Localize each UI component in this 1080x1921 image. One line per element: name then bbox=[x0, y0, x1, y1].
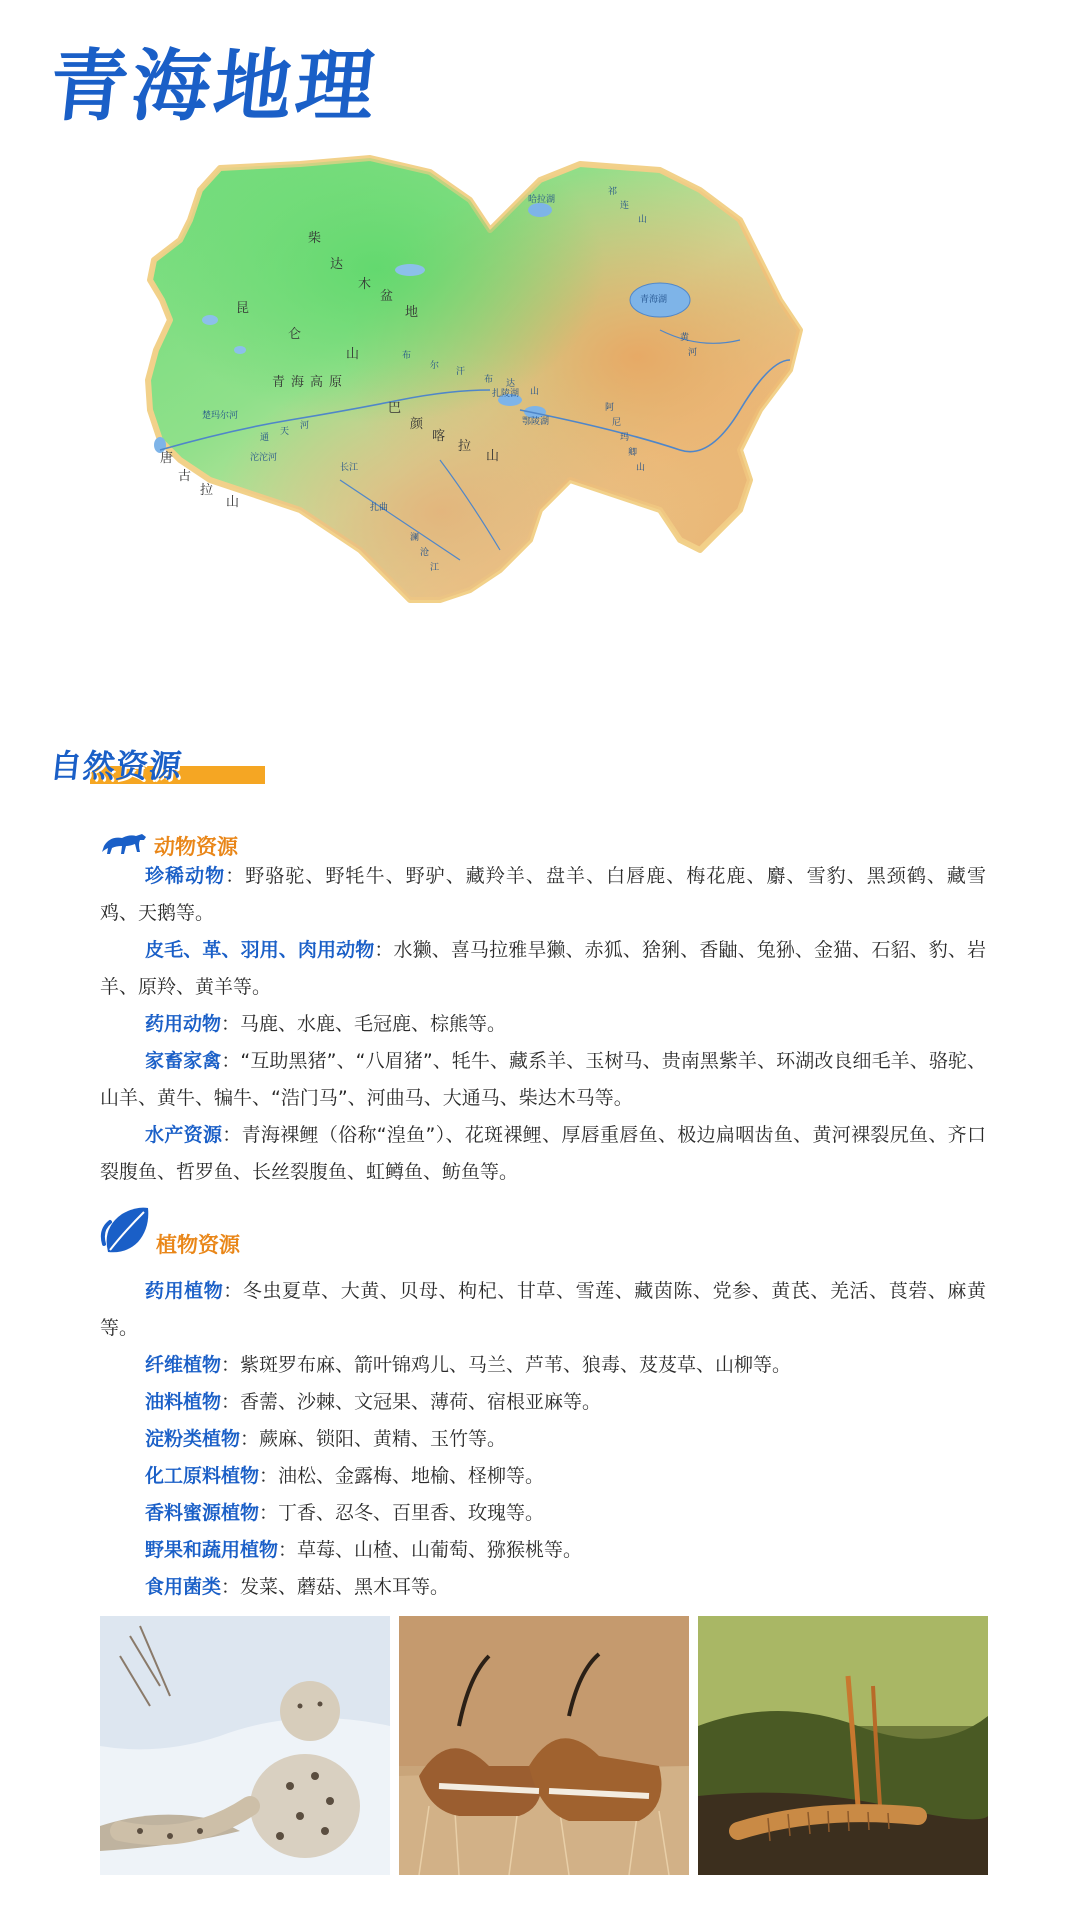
animal-text: ：水獭、喜马拉雅旱獭、赤狐、猞猁、香鼬、兔狲、金猫、石貂、豹、岩羊、原羚、黄羊等。 bbox=[100, 939, 986, 998]
antelope-photo bbox=[399, 1616, 689, 1875]
map-label-qinghai-lake: 青海湖 bbox=[640, 295, 668, 305]
plant-text: ：紫斑罗布麻、箭叶锦鸡儿、马兰、芦苇、狼毒、芨芨草、山柳等。 bbox=[221, 1354, 792, 1376]
map-label-qaidam-5: 地 bbox=[405, 305, 419, 320]
snow-leopard-photo bbox=[100, 1616, 390, 1875]
map-label-tt-1: 通 bbox=[260, 433, 270, 443]
plant-paragraph bbox=[100, 1495, 986, 1532]
map-label-small-6: 长江 bbox=[340, 463, 359, 473]
animal-paragraph bbox=[100, 932, 986, 1006]
animal-term: 家畜家禽 bbox=[145, 1050, 222, 1072]
animal-term: 珍稀动物 bbox=[145, 865, 226, 887]
plant-text: ：蕨麻、锁阳、黄精、玉竹等。 bbox=[240, 1428, 507, 1450]
section-header bbox=[50, 744, 220, 788]
map-label-kunlun-3: 山 bbox=[346, 347, 360, 362]
plant-paragraph bbox=[100, 1458, 986, 1495]
animal-resources-title: 动物资源 bbox=[154, 835, 238, 859]
map-label-ql-1: 祁 bbox=[608, 187, 618, 197]
plant-text: ：香薷、沙棘、文冠果、薄荷、宿根亚麻等。 bbox=[221, 1391, 602, 1413]
map-label-tg-4: 山 bbox=[226, 495, 240, 510]
animal-paragraph bbox=[100, 1117, 986, 1191]
plant-resources-content bbox=[100, 1273, 986, 1606]
animal-text: ：马鹿、水鹿、毛冠鹿、棕熊等。 bbox=[221, 1013, 507, 1035]
map-label-bh-4: 布 bbox=[484, 375, 494, 385]
map-label-qaidam-2: 达 bbox=[330, 257, 344, 272]
map-label-by-1: 巴 bbox=[388, 401, 402, 416]
map-label-small-7: 扎曲 bbox=[370, 503, 389, 513]
animal-text: ：野骆驼、野牦牛、野驴、藏羚羊、盘羊、白唇鹿、梅花鹿、麝、雪豹、黑颈鹤、藏雪 鸡、天鹅等。 bbox=[100, 865, 1024, 924]
plant-resources-title: 植物资源 bbox=[156, 1233, 240, 1257]
map-graphic bbox=[140, 150, 940, 730]
map-label-lc-1: 澜 bbox=[410, 533, 420, 543]
plant-text: ：冬虫夏草、大黄、贝母、枸杞、甘草、雪莲、藏茵陈、党参、黄芪、羌活、莨菪、麻黄等。 bbox=[100, 1280, 986, 1339]
animal-term: 皮毛、革、羽用、肉用动物 bbox=[145, 939, 375, 961]
map-label-ql-2: 连 bbox=[620, 201, 630, 211]
map-label-plateau: 青海高原 bbox=[272, 375, 349, 390]
plant-text: ：丁香、忍冬、百里香、玫瑰等。 bbox=[259, 1502, 545, 1524]
map-label-tg-1: 唐 bbox=[160, 451, 174, 466]
plant-term: 化工原料植物 bbox=[145, 1465, 260, 1487]
animal-term: 药用动物 bbox=[145, 1013, 222, 1035]
map-label-ql-3: 山 bbox=[638, 215, 648, 225]
map-label-by-3: 喀 bbox=[432, 429, 446, 444]
page-title: 青海地理 bbox=[45, 42, 383, 132]
map-label-kunlun-2: 仑 bbox=[288, 327, 302, 342]
map-label-qaidam-1: 柴 bbox=[308, 231, 322, 246]
map-label-amne-3: 玛 bbox=[620, 433, 630, 443]
map-label-bh-1: 布 bbox=[402, 351, 412, 361]
map-label-small-5: 沱沱河 bbox=[250, 453, 278, 463]
plant-resources-header bbox=[100, 1216, 240, 1260]
map-label-qaidam-4: 盆 bbox=[380, 289, 394, 304]
plant-term: 纤维植物 bbox=[145, 1354, 222, 1376]
plant-term: 食用菌类 bbox=[145, 1576, 222, 1598]
cordyceps-photo bbox=[698, 1616, 988, 1875]
map-label-lc-2: 沧 bbox=[420, 548, 430, 558]
plant-text: ：发菜、蘑菇、黑木耳等。 bbox=[221, 1576, 450, 1598]
map-label-amne-1: 阿 bbox=[605, 403, 615, 413]
leopard-icon bbox=[100, 828, 150, 862]
plant-text: ：草莓、山楂、山葡萄、猕猴桃等。 bbox=[278, 1539, 583, 1561]
animal-resources-header bbox=[100, 818, 238, 862]
map-label-tt-2: 天 bbox=[280, 427, 290, 437]
plant-term: 药用植物 bbox=[145, 1280, 224, 1302]
map-label-kunlun-1: 昆 bbox=[236, 301, 250, 316]
plant-term: 香料蜜源植物 bbox=[145, 1502, 260, 1524]
plant-paragraph bbox=[100, 1384, 986, 1421]
plant-paragraph bbox=[100, 1273, 986, 1347]
map-label-lc-3: 江 bbox=[430, 563, 440, 573]
animal-resources-content bbox=[100, 858, 1024, 1191]
map-label-tg-2: 古 bbox=[178, 469, 192, 484]
map-label-small-3: 鄂陵湖 bbox=[522, 417, 550, 427]
map-label-qaidam-3: 木 bbox=[358, 277, 372, 292]
map-label-amne-4: 卿 bbox=[628, 448, 638, 458]
map-label-tt-3: 河 bbox=[300, 421, 310, 431]
map-label-yellow-2: 河 bbox=[688, 348, 698, 358]
map-label-bh-2: 尔 bbox=[430, 361, 440, 371]
plant-term: 油料植物 bbox=[145, 1391, 222, 1413]
plant-term: 野果和蔬用植物 bbox=[145, 1539, 279, 1561]
map-label-by-5: 山 bbox=[486, 449, 500, 464]
section-title: 自然资源 bbox=[48, 747, 185, 785]
animal-text: ：“互助黑猪”、“八眉猪”、牦牛、藏系羊、玉树马、贵南黑紫羊、环湖改良细毛羊、骆驼、山羊、黄牛、犏牛、“浩门马”、河曲马、大通马、柴达木马等。 bbox=[100, 1050, 986, 1109]
animal-paragraph bbox=[100, 858, 1024, 932]
photo-strip bbox=[100, 1616, 988, 1875]
map-label-small-1: 哈拉湖 bbox=[528, 195, 556, 205]
map-label-yellow-1: 黄 bbox=[680, 333, 690, 343]
map-label-by-2: 颜 bbox=[410, 417, 424, 432]
plant-paragraph bbox=[100, 1347, 986, 1384]
map-label-amne-5: 山 bbox=[636, 463, 646, 473]
map-label-bh-3: 汗 bbox=[456, 367, 466, 377]
qinghai-relief-map bbox=[140, 150, 940, 730]
leaf-icon bbox=[100, 1204, 152, 1260]
map-label-tg-3: 拉 bbox=[200, 483, 214, 498]
map-label-bh-6: 山 bbox=[530, 387, 540, 397]
map-label-amne-2: 尼 bbox=[612, 418, 622, 428]
plant-term: 淀粉类植物 bbox=[145, 1428, 241, 1450]
plant-paragraph bbox=[100, 1532, 986, 1569]
animal-text: ：青海裸鲤（俗称“湟鱼”）、花斑裸鲤、厚唇重唇鱼、极边扁咽齿鱼、黄河裸裂尻鱼、齐口裂腹鱼、哲罗鱼、长丝裂腹鱼、虹鳟鱼、鲂鱼等。 bbox=[100, 1124, 986, 1183]
animal-term: 水产资源 bbox=[145, 1124, 223, 1146]
map-label-by-4: 拉 bbox=[458, 439, 472, 454]
plant-paragraph bbox=[100, 1421, 986, 1458]
map-label-small-2: 扎陵湖 bbox=[492, 389, 520, 399]
map-label-small-4: 楚玛尔河 bbox=[202, 411, 239, 421]
plant-paragraph bbox=[100, 1569, 986, 1606]
animal-paragraph bbox=[100, 1006, 986, 1043]
animal-paragraph bbox=[100, 1043, 986, 1117]
plant-text: ：油松、金露梅、地榆、柽柳等。 bbox=[259, 1465, 545, 1487]
map-label-bh-5: 达 bbox=[506, 379, 516, 389]
